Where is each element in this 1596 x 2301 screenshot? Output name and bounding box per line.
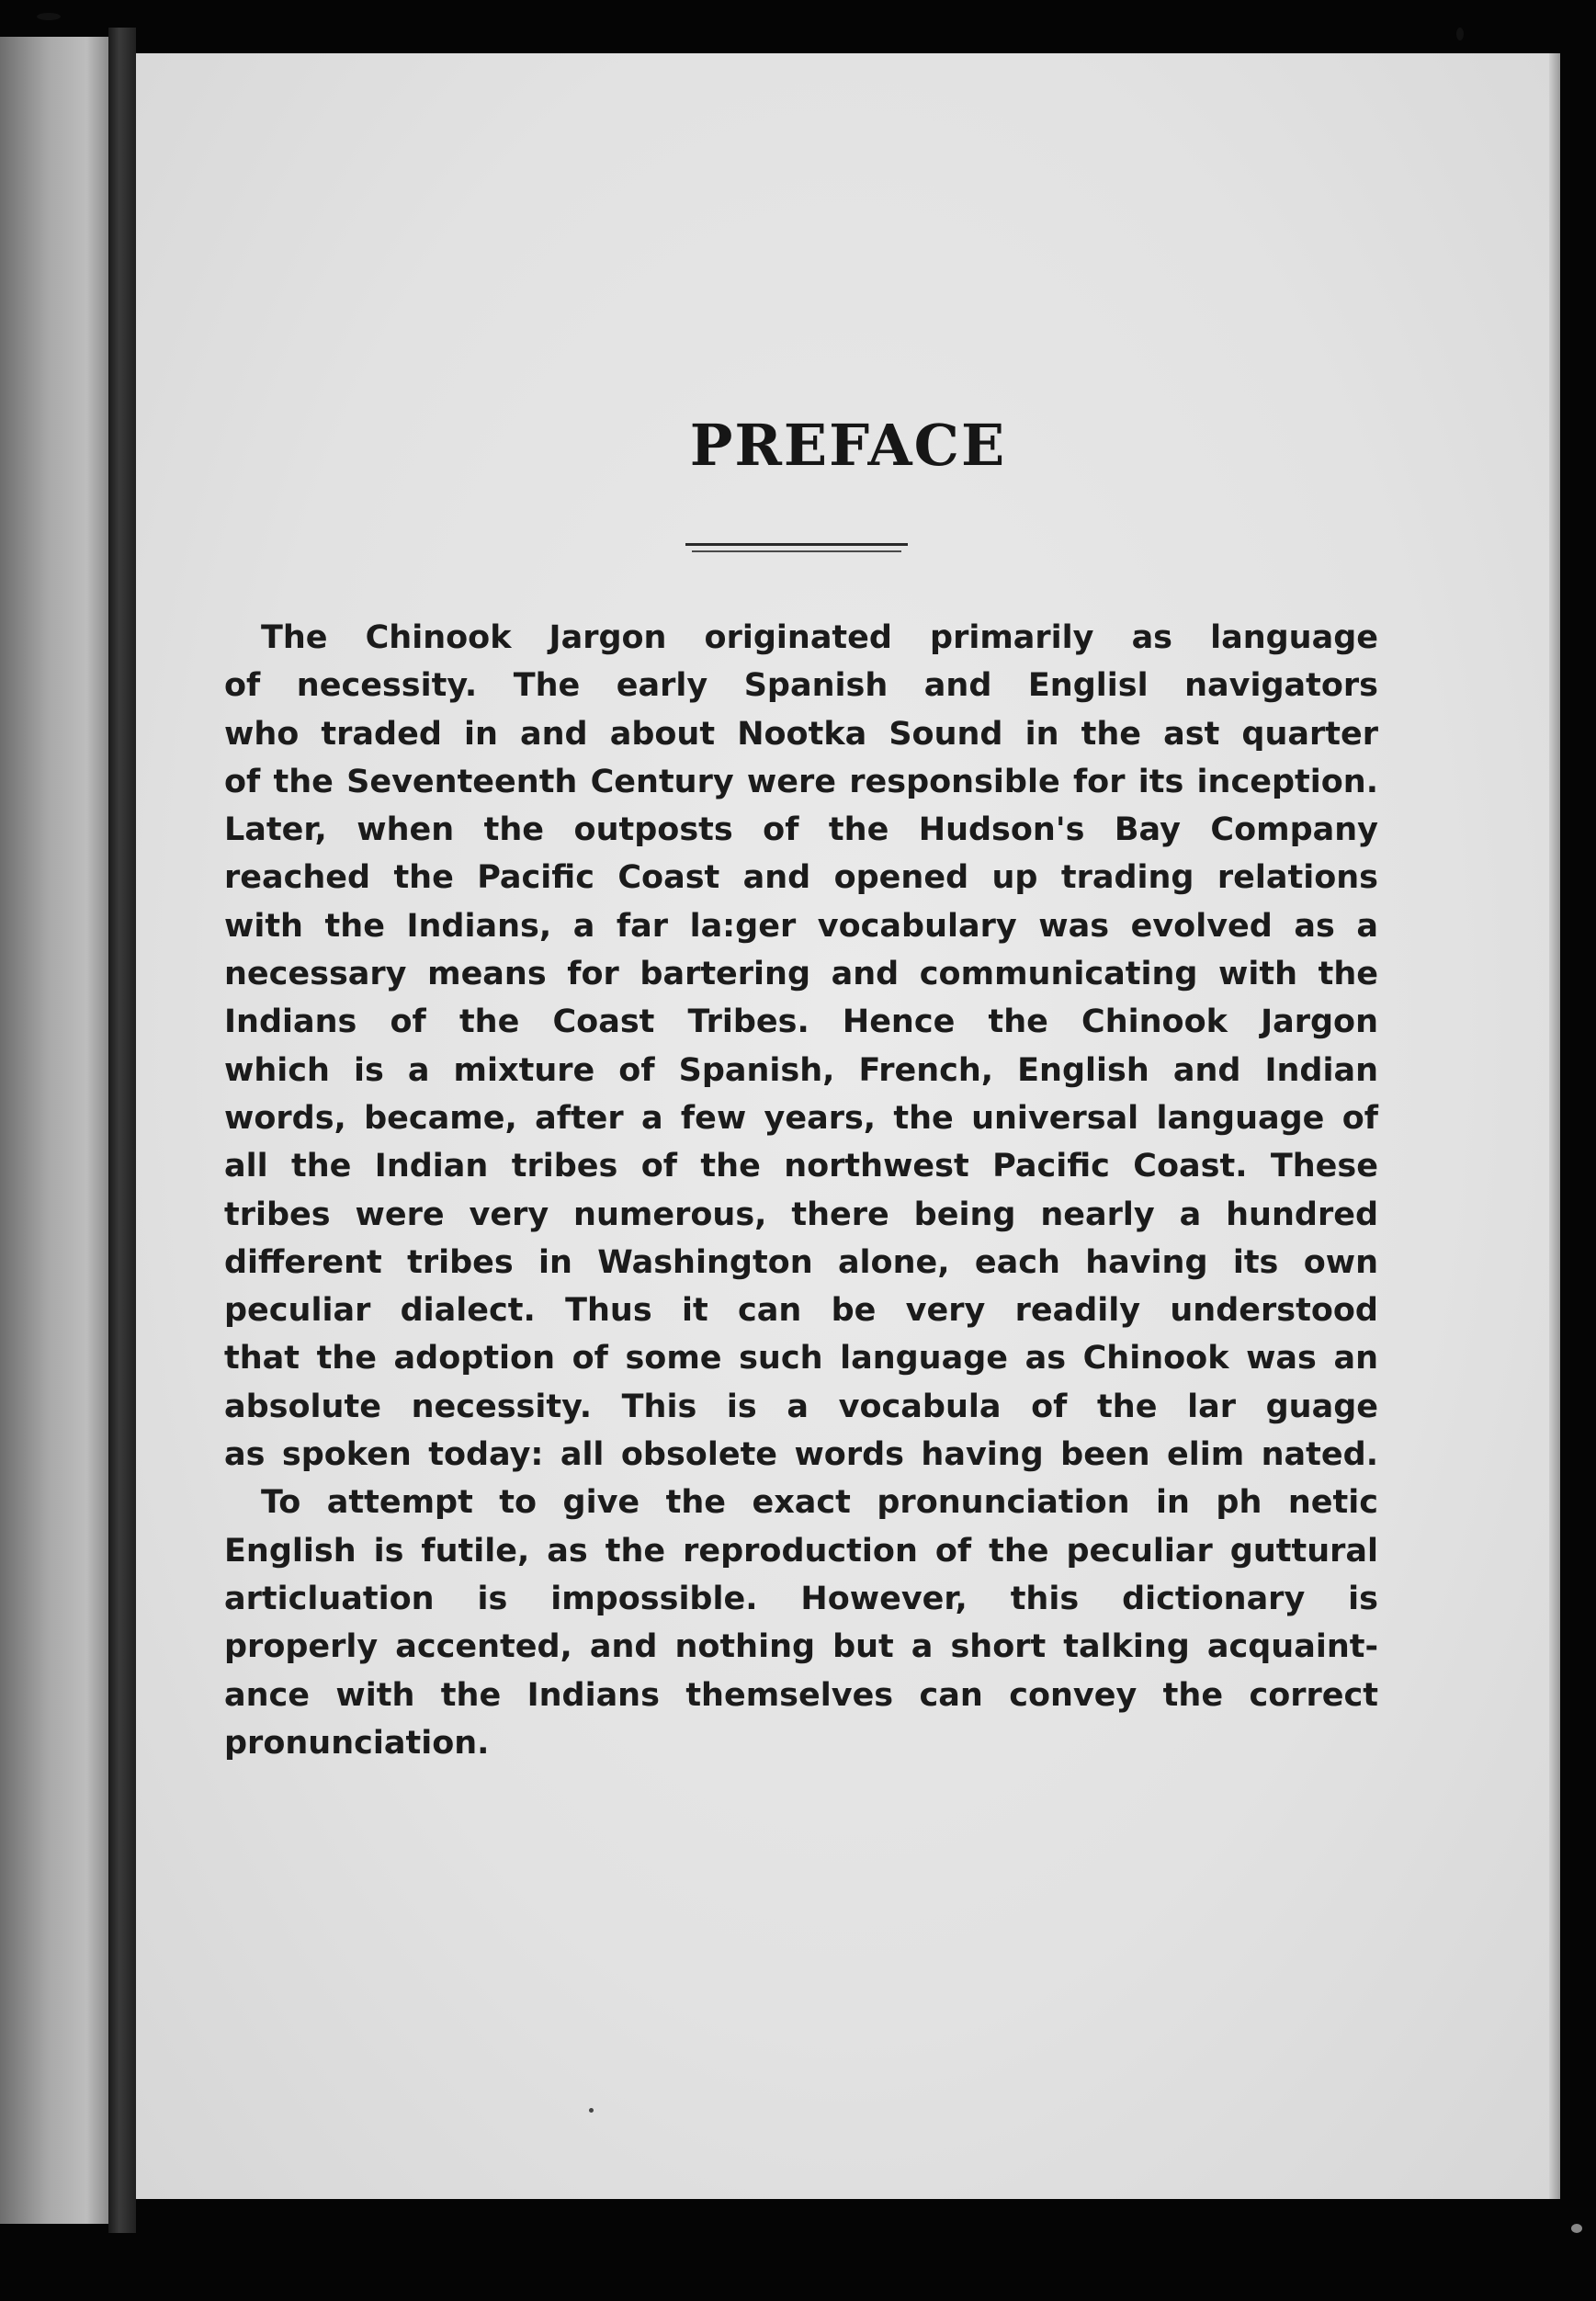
title-rule xyxy=(685,543,908,546)
ink-speck xyxy=(589,2108,594,2113)
facing-page-edge xyxy=(0,37,108,2224)
text-line: pronunciation. xyxy=(224,1724,490,1762)
text-line: which is a mixture of Spanish, French, English and Indian xyxy=(224,1051,1378,1089)
text-line: absolute necessity. This is a vocabula of the lar guage xyxy=(224,1388,1378,1425)
text-line: of the Seventeenth Century were responsible for its inception. xyxy=(224,763,1378,800)
text-line: The Chinook Jargon originated primarily as language xyxy=(261,619,1378,656)
book-gutter xyxy=(108,28,136,2233)
text-line: English is futile, as the reproduction of the peculiar guttural xyxy=(224,1532,1378,1570)
text-line: tribes were very numerous, there being nearly a hundred xyxy=(224,1196,1378,1233)
text-line: To attempt to give the exact pronunciation in ph netic xyxy=(261,1484,1378,1522)
text-line: properly accented, and nothing but a short talking acquaint- xyxy=(224,1628,1378,1666)
text-line: with the Indians, a far la:ger vocabulary was evolved as a xyxy=(224,907,1378,945)
title-rule-secondary xyxy=(692,550,901,552)
text-line: Indians of the Coast Tribes. Hence the Chinook Jargon xyxy=(224,1003,1378,1041)
page-edge-shadow xyxy=(1549,53,1560,2199)
text-line: all the Indian tribes of the northwest Pacific Coast. These xyxy=(224,1148,1378,1185)
text-line: different tribes in Washington alone, each having its own xyxy=(224,1243,1378,1281)
scan-artifact xyxy=(37,13,61,20)
text-line: of necessity. The early Spanish and Englisl navigators xyxy=(224,667,1378,705)
scan-artifact xyxy=(1571,2224,1582,2233)
paragraph-1 xyxy=(224,614,1378,1479)
preface-body xyxy=(224,614,1378,1767)
page-title: PREFACE xyxy=(689,412,1007,479)
text-line: words, became, after a few years, the universal language of xyxy=(224,1099,1378,1137)
text-line: peculiar dialect. Thus it can be very readily understood xyxy=(224,1292,1378,1330)
text-line: who traded in and about Nootka Sound in the ast quarter xyxy=(224,715,1378,753)
paragraph-2 xyxy=(224,1479,1378,1767)
text-line: that the adoption of some such language as Chinook was an xyxy=(224,1340,1378,1377)
scan-artifact xyxy=(1456,28,1464,40)
text-line: Later, when the outposts of the Hudson's Bay Company xyxy=(224,811,1378,849)
preface-page xyxy=(136,53,1560,2199)
text-line: reached the Pacific Coast and opened up trading relations xyxy=(224,859,1378,897)
text-line: necessary means for bartering and communicating with the xyxy=(224,956,1378,993)
text-line: articluation is impossible. However, this dictionary is xyxy=(224,1580,1378,1617)
text-line: as spoken today: all obsolete words having been elim nated. xyxy=(224,1436,1378,1474)
text-line: ance with the Indians themselves can convey the correct xyxy=(224,1676,1378,1714)
